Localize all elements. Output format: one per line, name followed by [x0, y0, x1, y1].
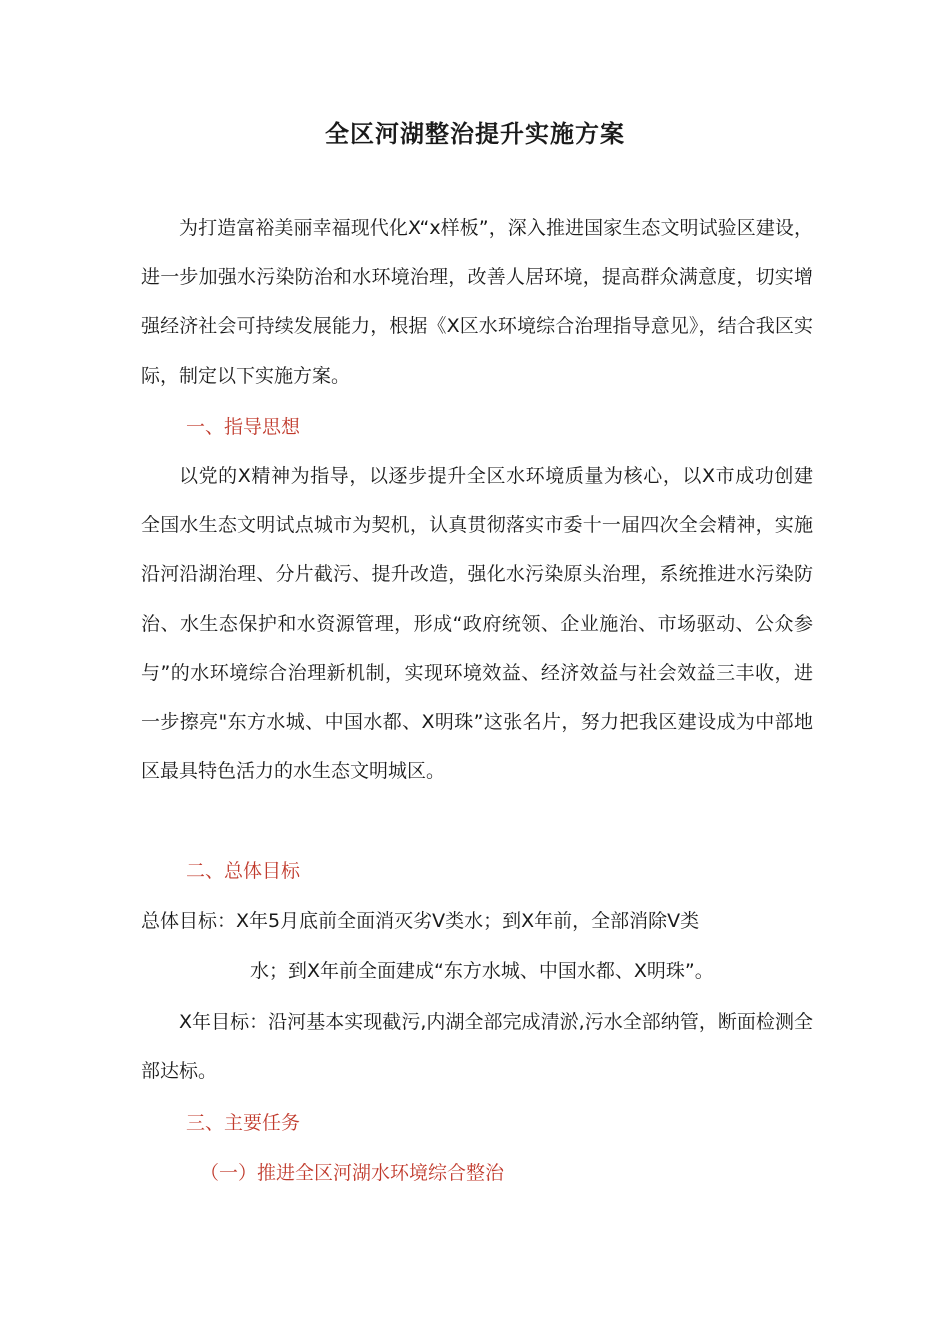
overall-goal-line-2: 水；到X年前全面建成“东方水城、中国水都、X明珠”。 — [250, 960, 714, 982]
overall-goal-line-1: 总体目标：X年5月底前全面消灭劣V类水；到X年前，全部消除V类 — [141, 910, 700, 932]
document-title: 全区河湖整治提升实施方案 — [325, 120, 625, 148]
subsection-heading-river-lake-rectification: （一）推进全区河湖水环境综合整治 — [200, 1162, 505, 1184]
section-heading-guiding-ideology: 一、指导思想 — [186, 416, 301, 438]
guiding-ideology-paragraph: 以党的X精神为指导，以逐步提升全区水环境质量为核心，以X市成功创建全国水生态文明试点城市为契机，认真贯彻落实市委十一届四次全会精神，实施沿河沿湖治理、分片截污、提升改造，强化水污染原头治理，系统推进水污染防治、水生态保护和水资源管理，形成“政府统领、企业施治、市场驱动、公众参与”的水环境综合治理新机制，实现环境效益、经济效益与社会效益三丰收，进一步擦亮"东方水城、中国水都、X明珠”这张名片，努力把我区建设成为中部地区最具特色活力的水生态文明城区。 — [141, 465, 813, 783]
year-goal-paragraph: X年目标：沿河基本实现截污,内湖全部完成清淤,污水全部纳管，断面检测全部达标。 — [141, 1011, 813, 1083]
section-heading-overall-goals: 二、总体目标 — [186, 860, 301, 882]
section-heading-main-tasks: 三、主要任务 — [186, 1112, 301, 1134]
intro-paragraph: 为打造富裕美丽幸福现代化X“x样板”，深入推进国家生态文明试验区建设，进一步加强水污染防治和水环境治理，改善人居环境，提高群众满意度，切实增强经济社会可持续发展能力，根据《X区水环境综合治理指导意见》，结合我区实际，制定以下实施方案。 — [141, 217, 813, 387]
